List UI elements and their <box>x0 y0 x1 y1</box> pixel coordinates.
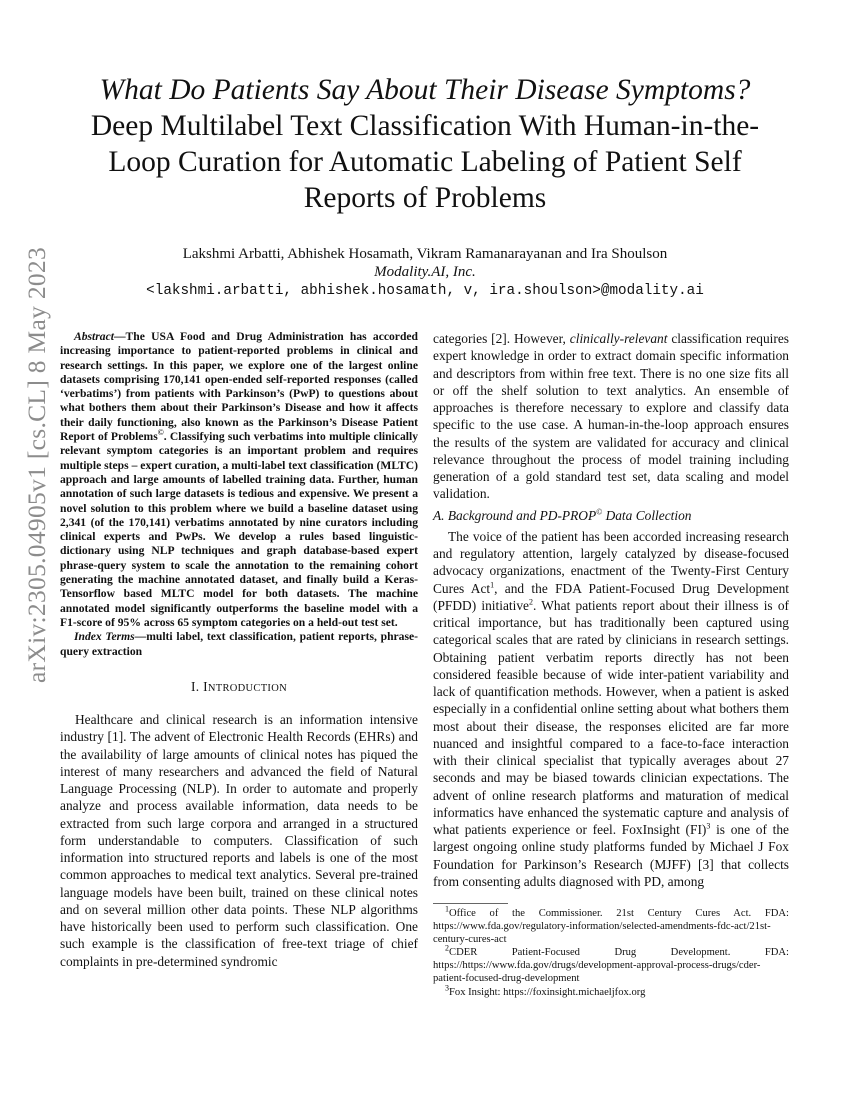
arxiv-identifier: arXiv:2305.04905v1 [cs.CL] 8 May 2023 <box>22 246 51 684</box>
right-column <box>433 330 789 890</box>
paper-title <box>80 72 770 216</box>
cont-text-b: classification requires expert knowledge in order to extract domain specific information and descriptors from within free text. There is no one size fits all or off the shelf solution to text analytics. An ensemble of approaches is therefore necessary to explore and classify data specific to the use case. A human-in-the-loop approach ensures the results of the system are validated for accuracy and clinical relevance throughout the process of model training including generation of a gold standard test set, data scaling and model validation. <box>433 331 789 502</box>
left-column <box>60 330 418 970</box>
abstract <box>60 330 418 630</box>
title-main-part: Deep Multilabel Text Classification With Human-in-the-Loop Curation for Automatic Labeling of Patient Self Reports of Problems <box>90 110 760 214</box>
bg-text-a: The voice of the patient has been accorded increasing research and regulatory attention, largely catalyzed by disease-focused advocacy organizations, enactment of the Twenty-First Century Cures Act <box>433 528 789 596</box>
subsection-heading <box>433 507 789 524</box>
intro-paragraph: Healthcare and clinical research is an information intensive industry [1]. The advent of Electronic Health Records (EHRs) and the availability of large amounts of clinical notes has piqued the interest of many researchers and advanced the field of Natural Language Processing (NLP). In order to automate and properly analyze and process available information, data needs to be extracted from such large corpora and arranged in a structured form understandable to computers. Classification of such information into structured reports and labels is one of the most common approaches to medical text analytics. Several pre-trained language models have been built, trained on these clinical notes and on several million other data points. These NLP algorithms have historically been used to perform such classification. One such example is the classification of free-text triage of chief complaints in pre-determined syndromic <box>60 712 418 969</box>
footnote-number: 2 <box>445 943 449 953</box>
subsection-after: Data Collection <box>602 507 692 523</box>
footnote-number: 3 <box>445 983 449 993</box>
title-italic-part: What Do Patients Say About Their Disease Symptoms? <box>99 74 751 106</box>
section-small-caps: NTRODUCTION <box>207 682 287 694</box>
index-terms-text: —multi label, text classification, patient reports, phrase-query extraction <box>60 630 418 658</box>
section-heading-introduction <box>60 678 418 697</box>
footnote <box>433 983 789 999</box>
abstract-label: Abstract <box>74 330 114 343</box>
bg-text-d: is one of the largest ongoing online study platforms funded by Michael J Fox Foundation for Parkinson’s Research (MJFF) [3] that collects from consenting adults diagnosed with PD, among <box>433 822 790 889</box>
footnotes <box>433 904 789 999</box>
footnote-ref-2: 2 <box>528 597 533 607</box>
index-terms-label: Index Terms <box>74 630 135 644</box>
arxiv-stamp <box>12 246 62 684</box>
footnote-number: 1 <box>445 904 449 914</box>
footnote-text: CDER Patient-Focused Drug Development. FDA: https://https://www.fda.gov/drugs/development-approval-process-drugs/cder-patient-focused-drug-development <box>433 947 789 985</box>
background-paragraph <box>433 528 789 890</box>
intro-continuation <box>433 330 789 503</box>
cont-italic: clinically-relevant <box>569 331 668 346</box>
affiliation: Modality.AI, Inc. <box>374 264 476 280</box>
abstract-text-a: —The USA Food and Drug Administration has accorded increasing importance to patient-reported problems in clinical and research settings. In this paper, we explore one of the largest online datasets comprising 170,141 open-ended self-reported responses (called ‘verbatims’) from patients with Parkinson’s (PwP) to questions about what bothers them about their Parkinson’s Disease and how it affects their daily functioning, also known as the Parkinson’s Disease Patient Report of Problems <box>60 330 418 444</box>
author-list: Lakshmi Arbatti, Abhishek Hosamath, Vikram Ramanarayanan and Ira Shoulson <box>182 246 668 262</box>
footnote-ref-3: 3 <box>706 821 711 831</box>
footnote-ref-1: 1 <box>490 580 495 590</box>
footnote-text: Office of the Commissioner. 21st Century Cures Act. FDA: https://www.fda.gov/regulatory-information/selected-amendments-fdc-act/21st-century-cures-act <box>433 908 789 946</box>
copyright-mark: © <box>157 428 164 438</box>
subsection-copyright: © <box>596 507 603 517</box>
section-first-letter: I <box>203 678 208 694</box>
footnote <box>433 904 789 946</box>
cont-text-a: categories [2]. However, <box>433 331 570 346</box>
subsection-text: A. Background and PD-PROP <box>433 507 597 523</box>
section-numeral: I. <box>191 678 204 694</box>
author-emails: <lakshmi.arbatti, abhishek.hosamath, v, ira.shoulson>@modality.ai <box>146 283 704 299</box>
bg-text-b: , and the FDA Patient-Focused Drug Development (PFDD) initiative <box>433 580 789 613</box>
abstract-text-b: . Classifying such verbatims into multiple clinically relevant symptom categories is an important problem and requires multiple steps – expert curation, a multi-label text classification (MLTC) approach and large amounts of labelled training data. Further, human annotation of such large datasets is tedious and expensive. We present a novel solution to this problem where we build a baseline dataset using 2,341 (of the 170,141) verbatims annotated by nine curators including clinical experts and PwPs. We develop a rules based linguistic-dictionary using NLP techniques and graph database-based expert phrase-query system to scale the annotation to the remaining cohort generating the machine annotated dataset, and finally build a Keras-Tensorflow based MLTC model for both datasets. The machine annotated model significantly outperforms the baseline model with a F1-score of 95% across 65 symptom categories on a held-out test set. <box>60 430 418 629</box>
footnote <box>433 943 789 985</box>
bg-text-c: . What patients report about their illness is of critical importance, but has traditionally been captured using categorical scales that are rated by clinicians in research settings. Obtaining patient verbatim reports directly has not been considered feasible because of wide inter-patient variability and lack of quantification methods. However, when a patient is asked especially in a confidential online setting about what bothers them most about their disease, the responses elicited are far more nuanced and insightful compared to a face-to-face interaction with their clinical specialist that typically averages about 27 seconds and may be biased towards clinician expectations. The advent of online research platforms and maturation of medical informatics have enhanced the systematic capture and analysis of what patients experience or feel. FoxInsight (FI) <box>433 597 789 837</box>
footnote-text: Fox Insight: https://foxinsight.michaeljfox.org <box>449 986 646 998</box>
index-terms <box>60 630 418 659</box>
